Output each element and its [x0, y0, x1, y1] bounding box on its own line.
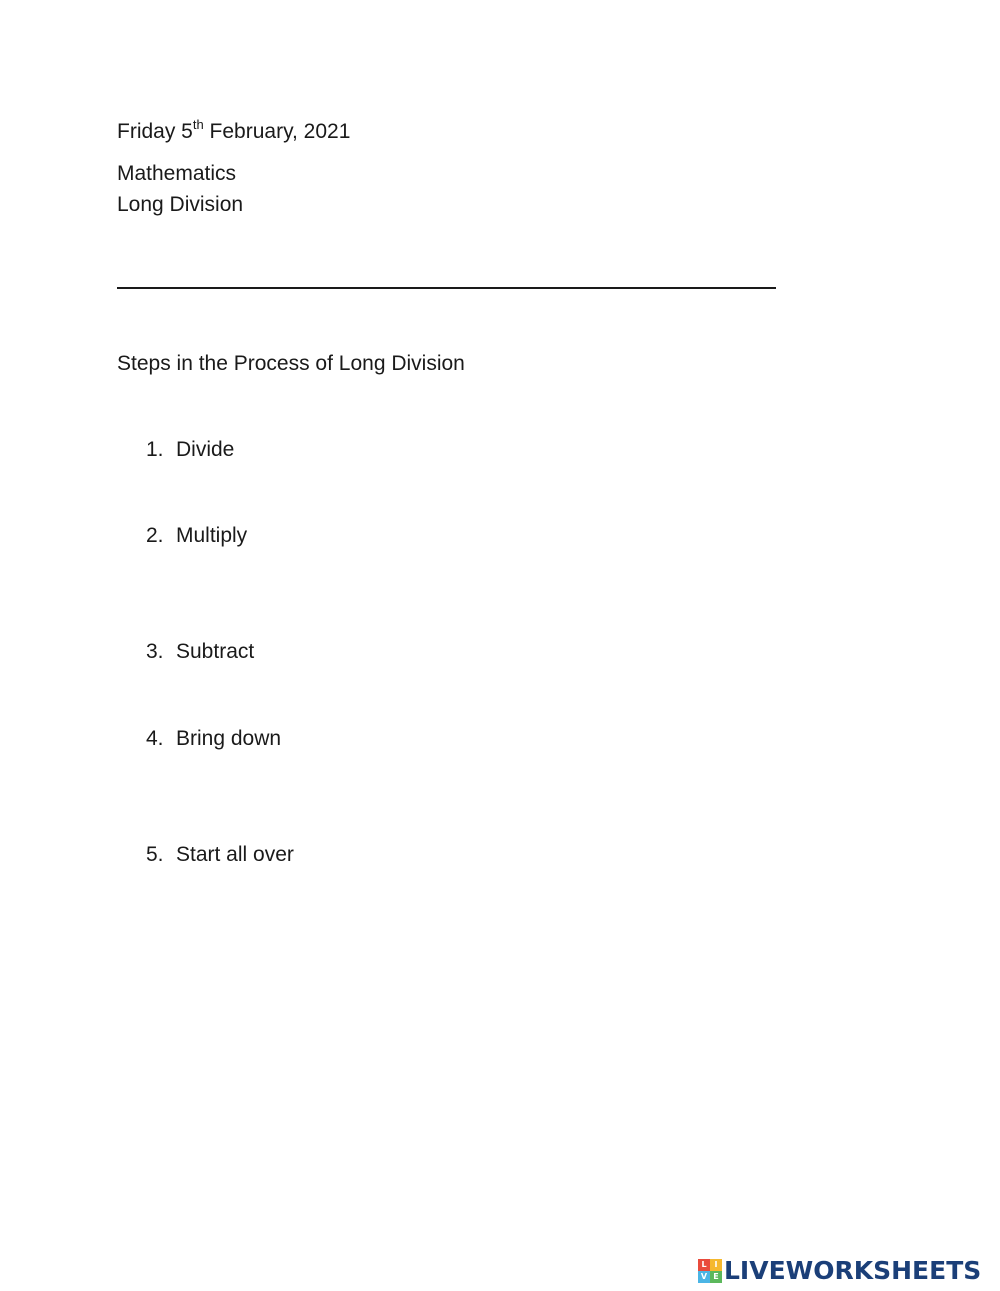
logo-letter: V: [698, 1271, 710, 1283]
step-number: 5.: [146, 843, 164, 866]
step-number: 2.: [146, 524, 164, 547]
brand-name: LIVEWORKSHEETS: [724, 1256, 982, 1285]
date-superscript: th: [192, 117, 204, 132]
date-suffix: February, 2021: [203, 120, 351, 143]
step-label: Bring down: [176, 727, 282, 750]
step-label: Divide: [176, 438, 235, 461]
step-number: 4.: [146, 727, 164, 750]
date-prefix: Friday 5: [117, 120, 193, 143]
logo-letter: E: [710, 1271, 722, 1283]
step-number: 1.: [146, 438, 164, 461]
date-line: [117, 117, 351, 144]
liveworksheets-logo: [698, 1257, 981, 1285]
topic-title: Long Division: [117, 193, 244, 216]
steps-heading: Steps in the Process of Long Division: [117, 352, 465, 375]
logo-icon: [698, 1259, 722, 1283]
logo-letter: I: [710, 1259, 722, 1271]
step-label: Start all over: [176, 843, 294, 866]
step-number: 3.: [146, 640, 164, 663]
horizontal-rule: [117, 287, 776, 289]
logo-letter: L: [698, 1259, 710, 1271]
step-label: Multiply: [176, 524, 248, 547]
subject-title: Mathematics: [117, 162, 237, 185]
step-label: Subtract: [176, 640, 255, 663]
